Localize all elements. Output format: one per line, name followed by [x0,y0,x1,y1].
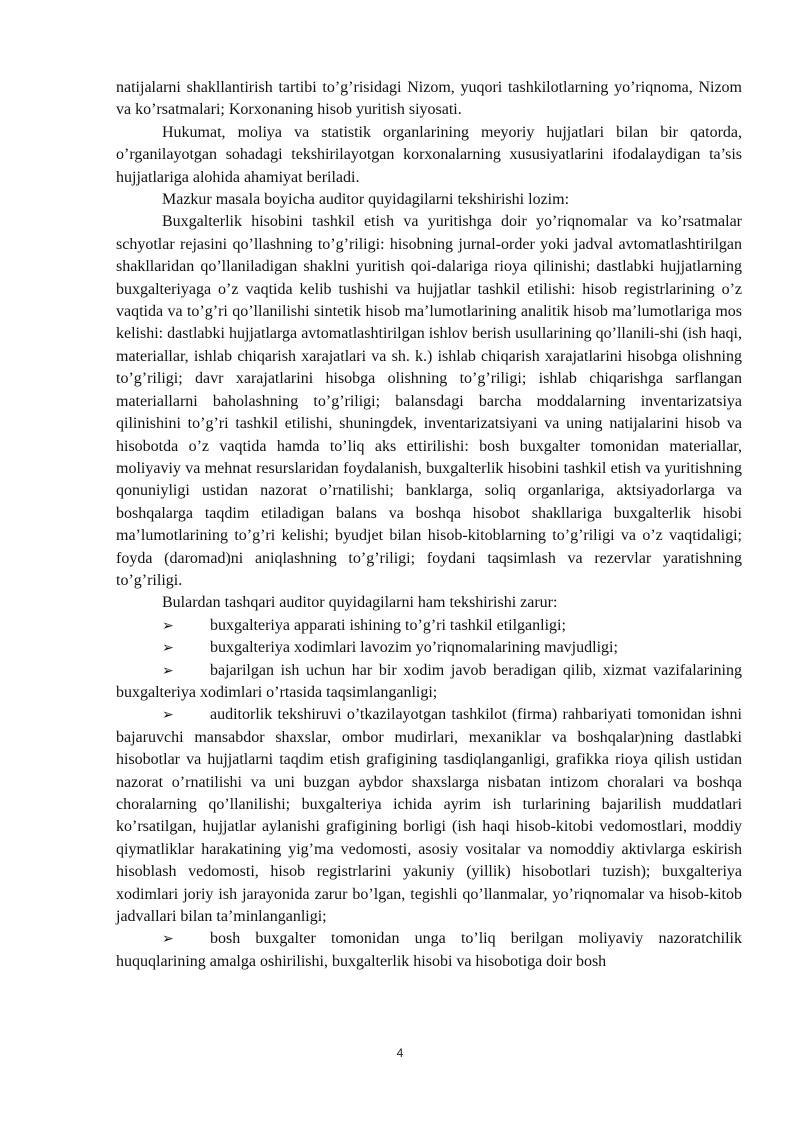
arrow-bullet-icon: ➢ [162,617,174,634]
paragraph-additional-checks-intro: Bulardan tashqari auditor quyidagilarni ham tekshirishi zarur: [162,594,558,612]
document-page [116,77,742,973]
bullet-item [116,615,742,637]
bullet-text: buxgalteriya xodimlari lavozim yo’riqnomalarining mavjudligi; [210,639,618,657]
page-number: 4 [396,1046,404,1060]
paragraph-auditor-checks-intro: Mazkur masala boyicha auditor quyidagilarni tekshirishi lozim: [162,191,570,209]
paragraph-accounting-organization: Buxgalterlik hisobini tashkil etish va yuritishga doir yo’riqnomalar va ko’rsatmalar schyotlar rejasini qo’llashning to’g’riligi: hisobning jurnal-order yoki jadval avtomatlashtirilgan shakllaridan qo’llaniladigan shaklni yuritish qoi-dalariga rioya qilinishi; dastlabki hujjatlarning buxgalteriyaga o’z vaqtida kelib tushishi va hujjatlar tashkil etilishi: hisob registrlarining o’z vaqtida va to’g’ri qo’llanilishi sintetik hisob ma’lumotlarining analitik hisob ma’lumotlariga mos kelishi: dastlabki hujjatlarga avtomatlashtirilgan ishlov berish usullarining qo’llanili-shi (ish haqi, materiallar, ishlab chiqarish xarajatlari va sh. k.) ishlab chiqarish xarajatlarini hisobga olishning to’g’riligi; davr xarajatlarini hisobga olishning to’g’riligi; ishlab chiqarishga sarflangan materiallarni baholashning to’g’riligi; balansdagi barcha moddalarning inventarizatsiya qilinishini to’g’ri tashkil etilishi, shuningdek, inventarizatsiyani va uning natijalarini hisob va hisobotda o’z vaqtida hamda to’liq aks ettirilishi: bosh buxgalter tomonidan materiallar, moliyaviy va mehnat resurslaridan foydalanish, buxgalterlik hisobini tashkil etish va yuritishning qonuniyligi ustidan nazorat o’rnatilishi; banklarga, soliq organlariga, aktsiyadorlarga va boshqalarga taqdim etiladigan balans va boshqa hisobot shakllariga buxgalterlik hisobi ma’lumotlarining to’g’ri kelishi; byudjet bilan hisob-kitoblarning to’g’riligi va o’z vaqtidaligi; foyda (daromad)ni aniqlashning to’g’riligi; foydani taqsimlash va rezervlar yaratishning to’g’riligi. [116,213,742,589]
bullet-text: bajarilgan ish uchun har bir xodim javob beradigan qilib, xizmat vazifalarining buxgalteriya xodimlari o’rtasida taqsimlanganligi; [116,661,742,701]
arrow-bullet-icon: ➢ [162,662,174,679]
paragraph-normative-documents: Hukumat, moliya va statistik organlarining meyoriy hujjatlari bilan bir qatorda, o’rganilayotgan sohadagi tekshirilayotgan korxonalarning xususiyatlarini ifodalaydigan ta’sis hujjatlariga alohida ahamiyat beriladi. [116,123,742,186]
bullet-item [116,660,742,705]
arrow-bullet-icon: ➢ [162,640,174,657]
bullet-item [116,704,742,928]
bullet-text: bosh buxgalter tomonidan unga to’liq berilgan moliyaviy nazoratchilik huquqlarining amalga oshirilishi, buxgalterlik hisobi va hisobotiga doir bosh [116,930,742,970]
arrow-bullet-icon: ➢ [162,707,174,724]
bullet-text: auditorlik tekshiruvi o’tkazilayotgan tashkilot (firma) rahbariyati tomonidan ishni bajaruvchi mansabdor shaxslar, ombor mudirlari, mexaniklar va boshqalar)ning dastlabki hisobotlar va hujjatlarni taqdim etish grafigining tasdiqlanganligi, grafikka rioya qilish ustidan nazorat o’rnatilishi va uni buzgan aybdor shaxslarga nisbatan intizom choralari va boshqa choralarning qo’llanilishi; buxgalteriya ichida ayrim ish turlarining bajarilish muddatlari ko’rsatilgan, hujjatlar aylanishi grafigining borligi (ish haqi hisob-kitobi vedomostlari, moddiy qiymatliklar harakatining yig’ma vedomosti, asosiy vositalar va nomoddiy aktivlarga eskirish hisoblash vedomosti, hisob registrlarini yakuniy (yillik) hisobotlari tuzish); buxgalteriya xodimlari joriy ish jarayonida zarur bo’lgan, tegishli qo’llanmalar, yo’riqnomalar va hisob-kitob jadvallari bilan ta’minlanganligi; [116,706,742,926]
arrow-bullet-icon: ➢ [162,931,174,948]
paragraph-continuation: natijalarni shakllantirish tartibi to’g’risidagi Nizom, yuqori tashkilotlarning yo’riqnoma, Nizom va ko’rsatmalari; Korxonaning hisob yuritish siyosati. [116,79,742,119]
bullet-item [116,637,742,659]
bullet-item [116,928,742,973]
bullet-text: buxgalteriya apparati ishining to’g’ri tashkil etilganligi; [210,616,566,634]
